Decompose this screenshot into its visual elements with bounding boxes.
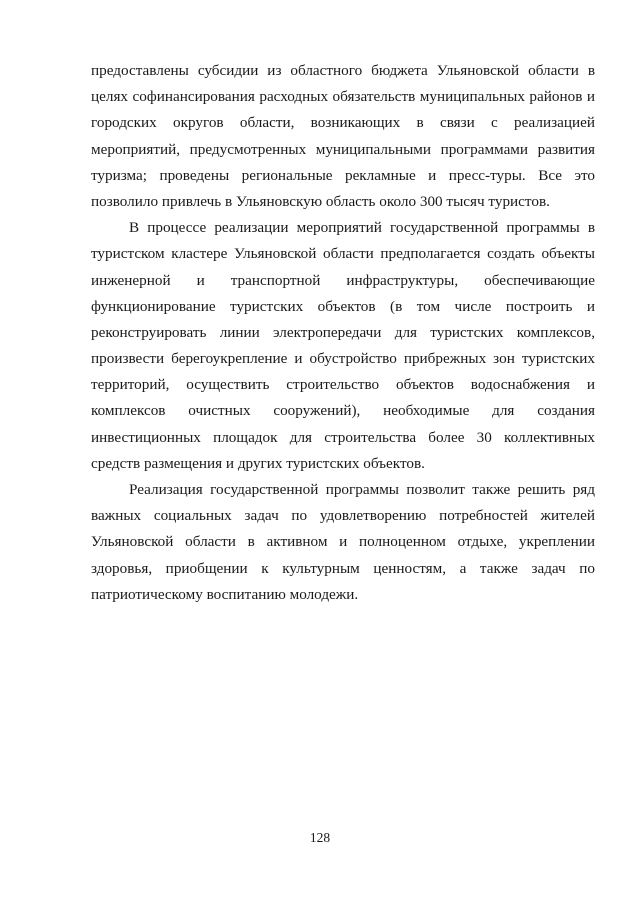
paragraph-2 <box>91 215 595 477</box>
body-text <box>91 58 595 608</box>
text-line: важных социальных задач по удовлетворению потребностей жителей <box>91 507 595 525</box>
text-line: В процессе реализации мероприятий государственной программы в <box>129 219 595 237</box>
text-line: инженерной и транспортной инфраструктуры, обеспечивающие <box>91 271 595 289</box>
text-line: патриотическому воспитанию молодежи. <box>91 585 359 603</box>
text-line: функционирование туристских объектов (в том числе построить и <box>91 297 595 315</box>
text-line: целях софинансирования расходных обязательств муниципальных районов и <box>91 88 595 106</box>
text-line: Реализация государственной программы позволит также решить ряд <box>129 481 595 498</box>
text-line: туристском кластере Ульяновской области предполагается создать объекты <box>91 245 595 263</box>
text-line: средств размещения и других туристских объектов. <box>91 454 425 472</box>
text-line: городских округов области, возникающих в связи с реализацией <box>91 114 595 132</box>
text-line: инвестиционных площадок для строительства более 30 коллективных <box>91 428 595 446</box>
text-line: туризма; проведены региональные рекламные и пресс-туры. Все это <box>91 166 595 184</box>
text-line: предоставлены субсидии из областного бюджета Ульяновской области в <box>91 62 595 79</box>
paragraph-3 <box>91 477 595 608</box>
text-line: мероприятий, предусмотренных муниципальными программами развития <box>91 140 595 158</box>
text-line: здоровья, приобщении к культурным ценностям, а также задач по <box>91 559 595 577</box>
text-line: позволило привлечь в Ульяновскую область около 300 тысяч туристов. <box>91 192 550 210</box>
text-line: территорий, осуществить строительство объектов водоснабжения и <box>91 376 595 394</box>
text-line: комплексов очистных сооружений), необходимые для создания <box>91 402 595 420</box>
text-line: Ульяновской области в активном и полноценном отдыхе, укреплении <box>91 533 595 551</box>
paragraph-1 <box>91 58 595 215</box>
page-number: 128 <box>309 830 331 845</box>
text-line: реконструировать линии электропередачи для туристских комплексов, <box>91 323 595 341</box>
text-line: произвести берегоукрепление и обустройство прибрежных зон туристских <box>91 350 595 368</box>
